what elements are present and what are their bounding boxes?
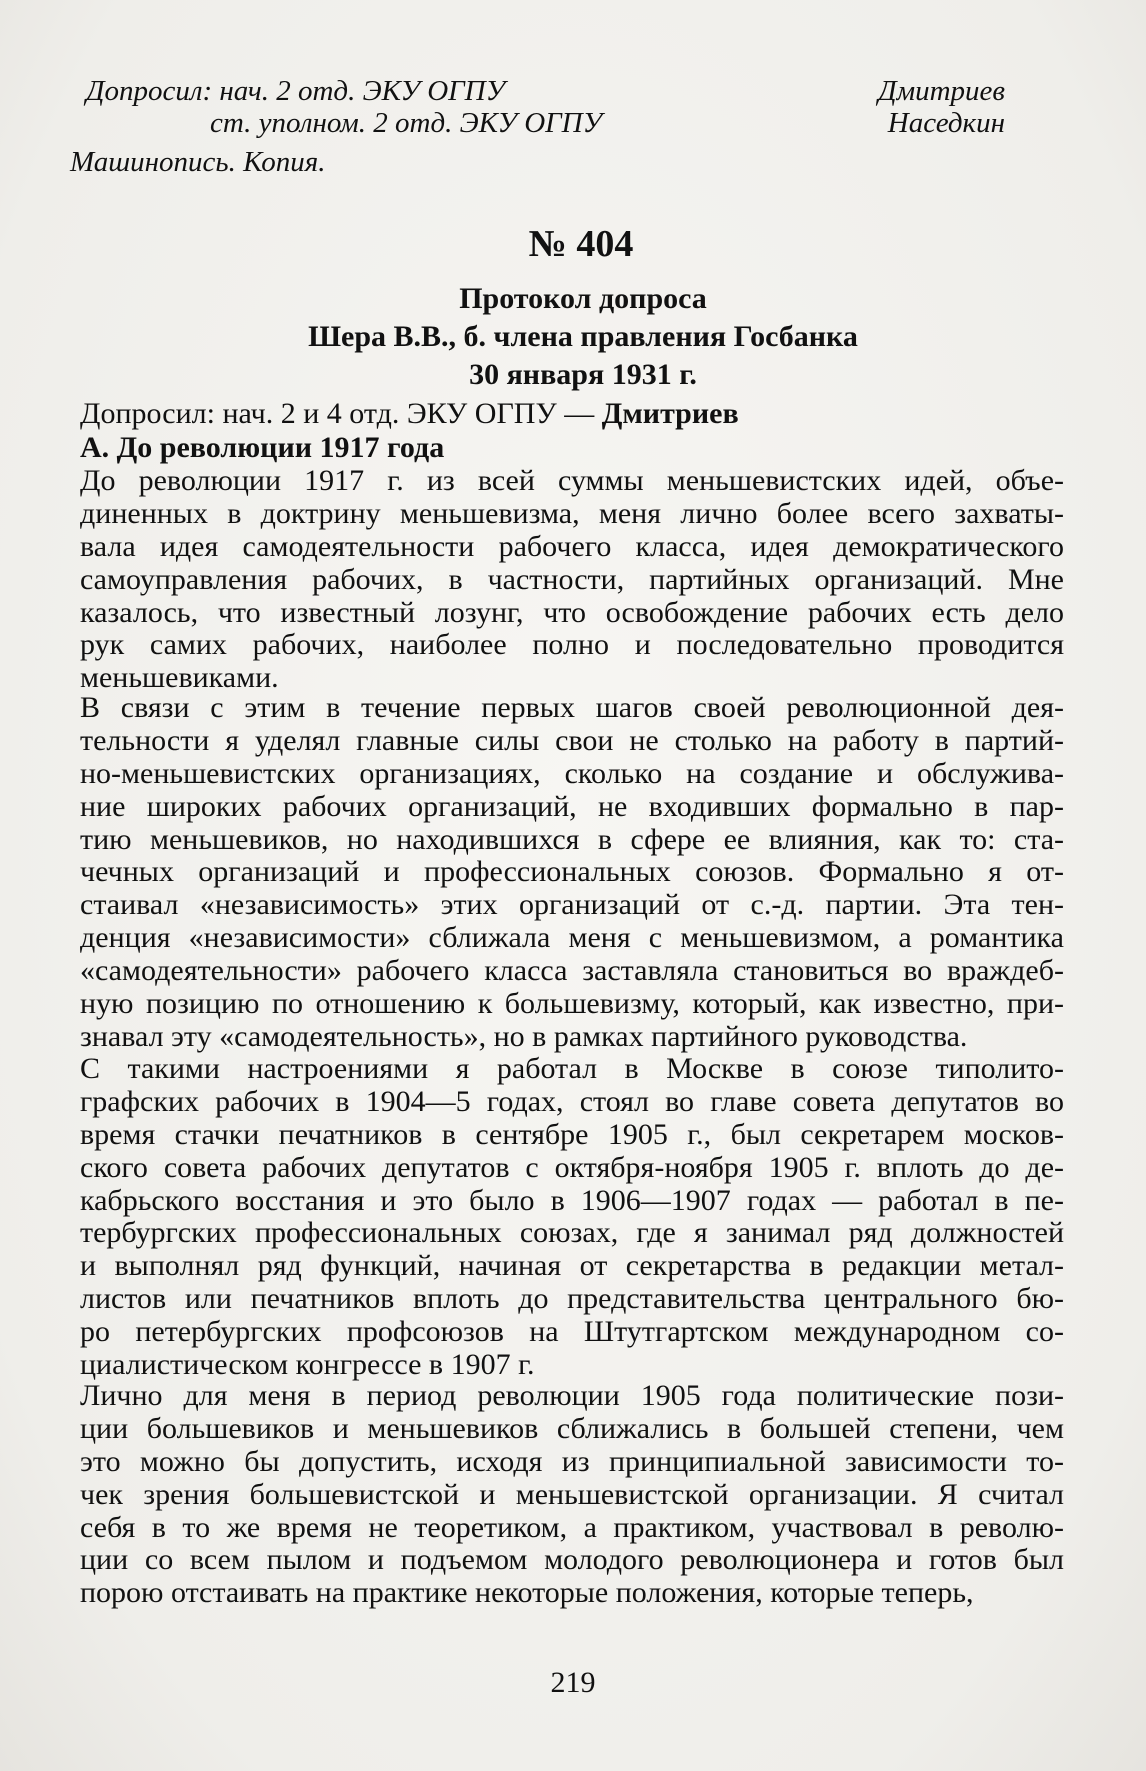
paragraph-line: «самодеятельности» рабочего класса заставляла становиться во враждеб- [80,954,1064,988]
paragraph-line: и выполнял ряд функций, начиная от секретарства в редакции метал- [80,1249,1064,1283]
paragraph-line: До революции 1917 г. из всей суммы меньшевистских идей, объе- [80,464,1064,497]
paragraph-line: рук самих рабочих, наиболее полно и последовательно проводится [80,628,1064,662]
paragraph-line: ции со всем пылом и подъемом молодого революционера и готов был [80,1543,1064,1577]
paragraph-line: казалось, что известный лозунг, что освобождение рабочих есть дело [80,595,1064,629]
paragraph-line: кабрьского восстания и это было в 1906—1907 годах — работал в пе- [80,1183,1064,1217]
paragraph-line: время стачки печатников в сентябре 1905 г., был секретарем москов- [80,1117,1064,1151]
interrogator-line [80,396,739,432]
paragraph-line: Лично для меня в период революции 1905 года политические пози- [80,1379,1064,1412]
paragraph-line: диненных в доктрину меньшевизма, меня лично более всего захваты- [80,496,1064,530]
paragraph-line: самоуправления рабочих, в частности, партийных организаций. Мне [80,562,1064,596]
paragraph [80,1053,1064,1382]
paragraph-line: чек зрения большевистской и меньшевистской организации. Я считал [80,1477,1064,1511]
document-number: № 404 [528,223,634,265]
paragraph-line: ции большевиков и меньшевиков сближались в большей степени, чем [80,1411,1064,1445]
paragraph-line: циалистическом конгрессе в 1907 г. [80,1348,535,1382]
paragraph-line: вала идея самодеятельности рабочего класса, идея демократического [80,529,1064,563]
paragraph [80,465,1064,695]
signature-line-1-label: Допросил: нач. 2 отд. ЭКУ ОГПУ [86,75,506,107]
paragraph-line: чечных организаций и профессиональных союзов. Формально я от- [80,855,1064,889]
paragraph-line: ную позицию по отношению к большевизму, который, как известно, при- [80,987,1064,1021]
signature-line-1-name: Дмитриев [878,75,1005,107]
paragraph [80,1380,1064,1610]
paragraph-line: тельности я уделял главные силы свои не столько на работу в партий- [80,723,1064,757]
paragraph-line: но-меньшевистских организациях, сколько на создание и обслужива- [80,756,1064,790]
interrogator-name: Дмитриев [601,397,739,430]
paragraph-line: себя в то же время не теоретиком, а практиком, участвовал в револю- [80,1510,1064,1544]
paragraph-line: денция «независимости» сближала меня с меньшевизмом, а романтика [80,921,1064,955]
paragraph-line: ского совета рабочих депутатов с октября-ноября 1905 г. вплоть до де- [80,1150,1064,1184]
paragraph-line: порою отстаивать на практике некоторые положения, которые теперь, [80,1576,974,1610]
paragraph-line: тию меньшевиков, но находившихся в сфере ее влияния, как то: ста- [80,822,1064,856]
interrogator-label: Допросил: нач. 2 и 4 отд. ЭКУ ОГПУ — [80,397,602,430]
copy-note: Машинопись. Копия. [70,146,326,178]
paragraph-line: листов или печатников вплоть до представительства центрального бю- [80,1282,1064,1316]
document-title: Протокол допроса [459,282,707,315]
paragraph-line: С такими настроениями я работал в Москве в союзе типолито- [80,1052,1064,1085]
document-date: 30 января 1931 г. [469,358,697,391]
paragraph-line: ние широких рабочих организаций, не входивших формально в пар- [80,789,1064,823]
paragraph [80,692,1064,1054]
document-subject: Шера В.В., б. члена правления Госбанка [308,320,858,353]
paragraph-line: ро петербургских профсоюзов на Штутгартском международном со- [80,1315,1064,1349]
section-heading: А. До революции 1917 года [80,431,445,464]
signature-line-2-name: Наседкин [887,107,1005,139]
paragraph-line: В связи с этим в течение первых шагов своей революционной дея- [80,691,1064,724]
paragraph-line: это можно бы допустить, исходя из принципиальной зависимости то- [80,1444,1064,1478]
paragraph-line: меньшевиками. [80,661,279,695]
paragraph-line: стаивал «независимость» этих организаций от с.-д. партии. Эта тен- [80,888,1064,922]
signature-line-2-label: ст. уполном. 2 отд. ЭКУ ОГПУ [210,107,603,139]
paragraph-line: знавал эту «самодеятельность», но в рамках партийного руководства. [80,1019,968,1053]
paragraph-line: тербургских профессиональных союзах, где я занимал ряд должностей [80,1216,1064,1250]
page-number: 219 [550,1666,596,1699]
paragraph-line: графских рабочих в 1904—5 годах, стоял во главе совета депутатов во [80,1084,1064,1118]
